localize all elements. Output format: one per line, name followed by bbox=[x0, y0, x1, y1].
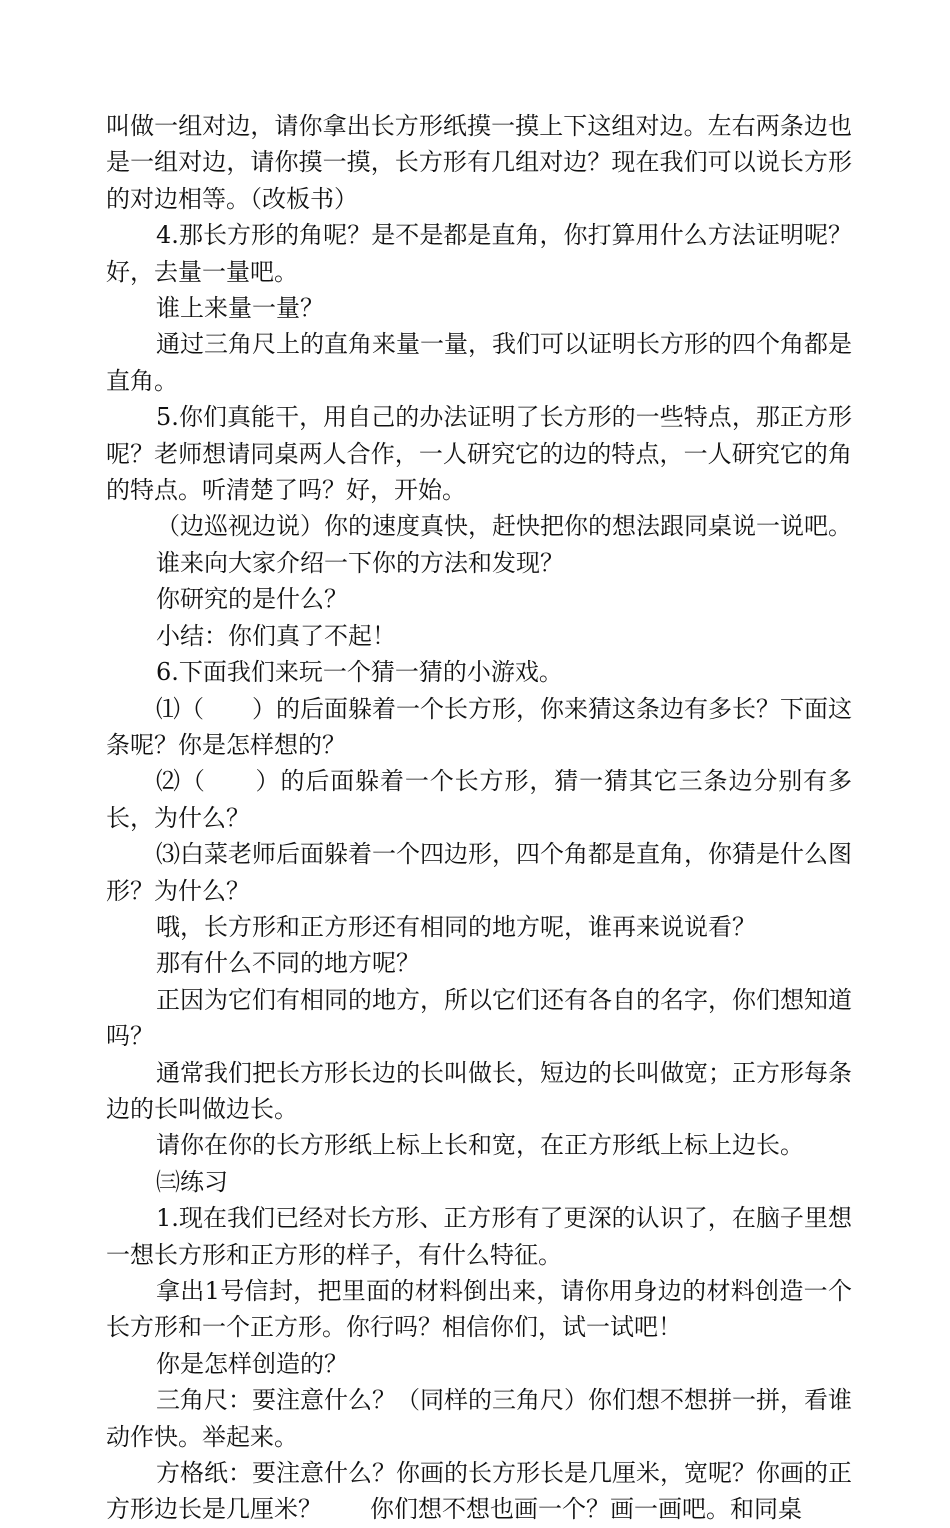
paragraph: 谁来向大家介绍一下你的方法和发现？ bbox=[156, 548, 564, 577]
paragraph: 你研究的是什么？ bbox=[156, 585, 348, 614]
paragraph: 那有什么不同的地方呢？ bbox=[156, 949, 420, 978]
paragraph-continued: 叫做一组对边，请你拿出长方形纸摸一摸上下这组对边。左右两条边也是一组对边，请你摸一摸，长方形有几组对边？现在我们可以说长方形的对边相等。（改板书） bbox=[106, 112, 852, 213]
paragraph: 通常我们把长方形长边的长叫做长，短边的长叫做宽；正方形每条边的长叫做边长。 bbox=[106, 1058, 852, 1123]
paragraph-guess-1: ⑴（ ）的后面躲着一个长方形，你来猜这条边有多长？下面这条呢？你是怎样想的？ bbox=[106, 694, 852, 759]
paragraph: 哦，长方形和正方形还有相同的地方呢，谁再来说说看？ bbox=[156, 912, 756, 941]
paragraph-step-4: 4.那长方形的角呢？是不是都是直角，你打算用什么方法证明呢？好，去量一量吧。 bbox=[106, 221, 852, 286]
paragraph-summary: 小结：你们真了不起！ bbox=[156, 621, 396, 650]
paragraph: 通过三角尺上的直角来量一量，我们可以证明长方形的四个角都是直角。 bbox=[106, 330, 852, 395]
paragraph: 谁上来量一量？ bbox=[156, 294, 324, 323]
paragraph: （边巡视边说）你的速度真快，赶快把你的想法跟同桌说一说吧。 bbox=[156, 512, 852, 541]
paragraph-exercise-1: 1.现在我们已经对长方形、正方形有了更深的认识了，在脑子里想一想长方形和正方形的样子，有什么特征。 bbox=[106, 1204, 852, 1269]
paragraph-step-6: 6.下面我们来玩一个猜一猜的小游戏。 bbox=[156, 658, 563, 687]
paragraph-triangle-ruler: 三角尺：要注意什么？（同样的三角尺）你们想不想拼一拼，看谁动作快。举起来。 bbox=[106, 1386, 852, 1451]
paragraph-guess-3: ⑶白菜老师后面躲着一个四边形，四个角都是直角，你猜是什么图形？为什么？ bbox=[106, 840, 852, 905]
section-heading-practice: ㈢练习 bbox=[156, 1167, 228, 1196]
paragraph: 请你在你的长方形纸上标上长和宽，在正方形纸上标上边长。 bbox=[156, 1131, 804, 1160]
paragraph: 正因为它们有相同的地方，所以它们还有各自的名字，你们想知道吗？ bbox=[106, 985, 852, 1051]
paragraph-step-5: 5.你们真能干，用自己的办法证明了长方形的一些特点，那正方形呢？老师想请同桌两人合作，一人研究它的边的特点，一人研究它的角的特点。听清楚了吗？好，开始。 bbox=[106, 403, 852, 505]
paragraph: 你是怎样创造的？ bbox=[156, 1349, 348, 1378]
document-body bbox=[106, 108, 852, 1528]
paragraph: 拿出1号信封，把里面的材料倒出来，请你用身边的材料创造一个长方形和一个正方形。你行吗？相信你们，试一试吧！ bbox=[106, 1277, 852, 1342]
paragraph-guess-2: ⑵（ ）的后面躲着一个长方形，猜一猜其它三条边分别有多长，为什么？ bbox=[106, 767, 852, 832]
paragraph-grid-paper: 方格纸：要注意什么？你画的长方形长是几厘米，宽呢？你画的正方形边长是几厘米？ 你们想不想也画一个？画一画吧。和同桌 bbox=[106, 1459, 852, 1524]
